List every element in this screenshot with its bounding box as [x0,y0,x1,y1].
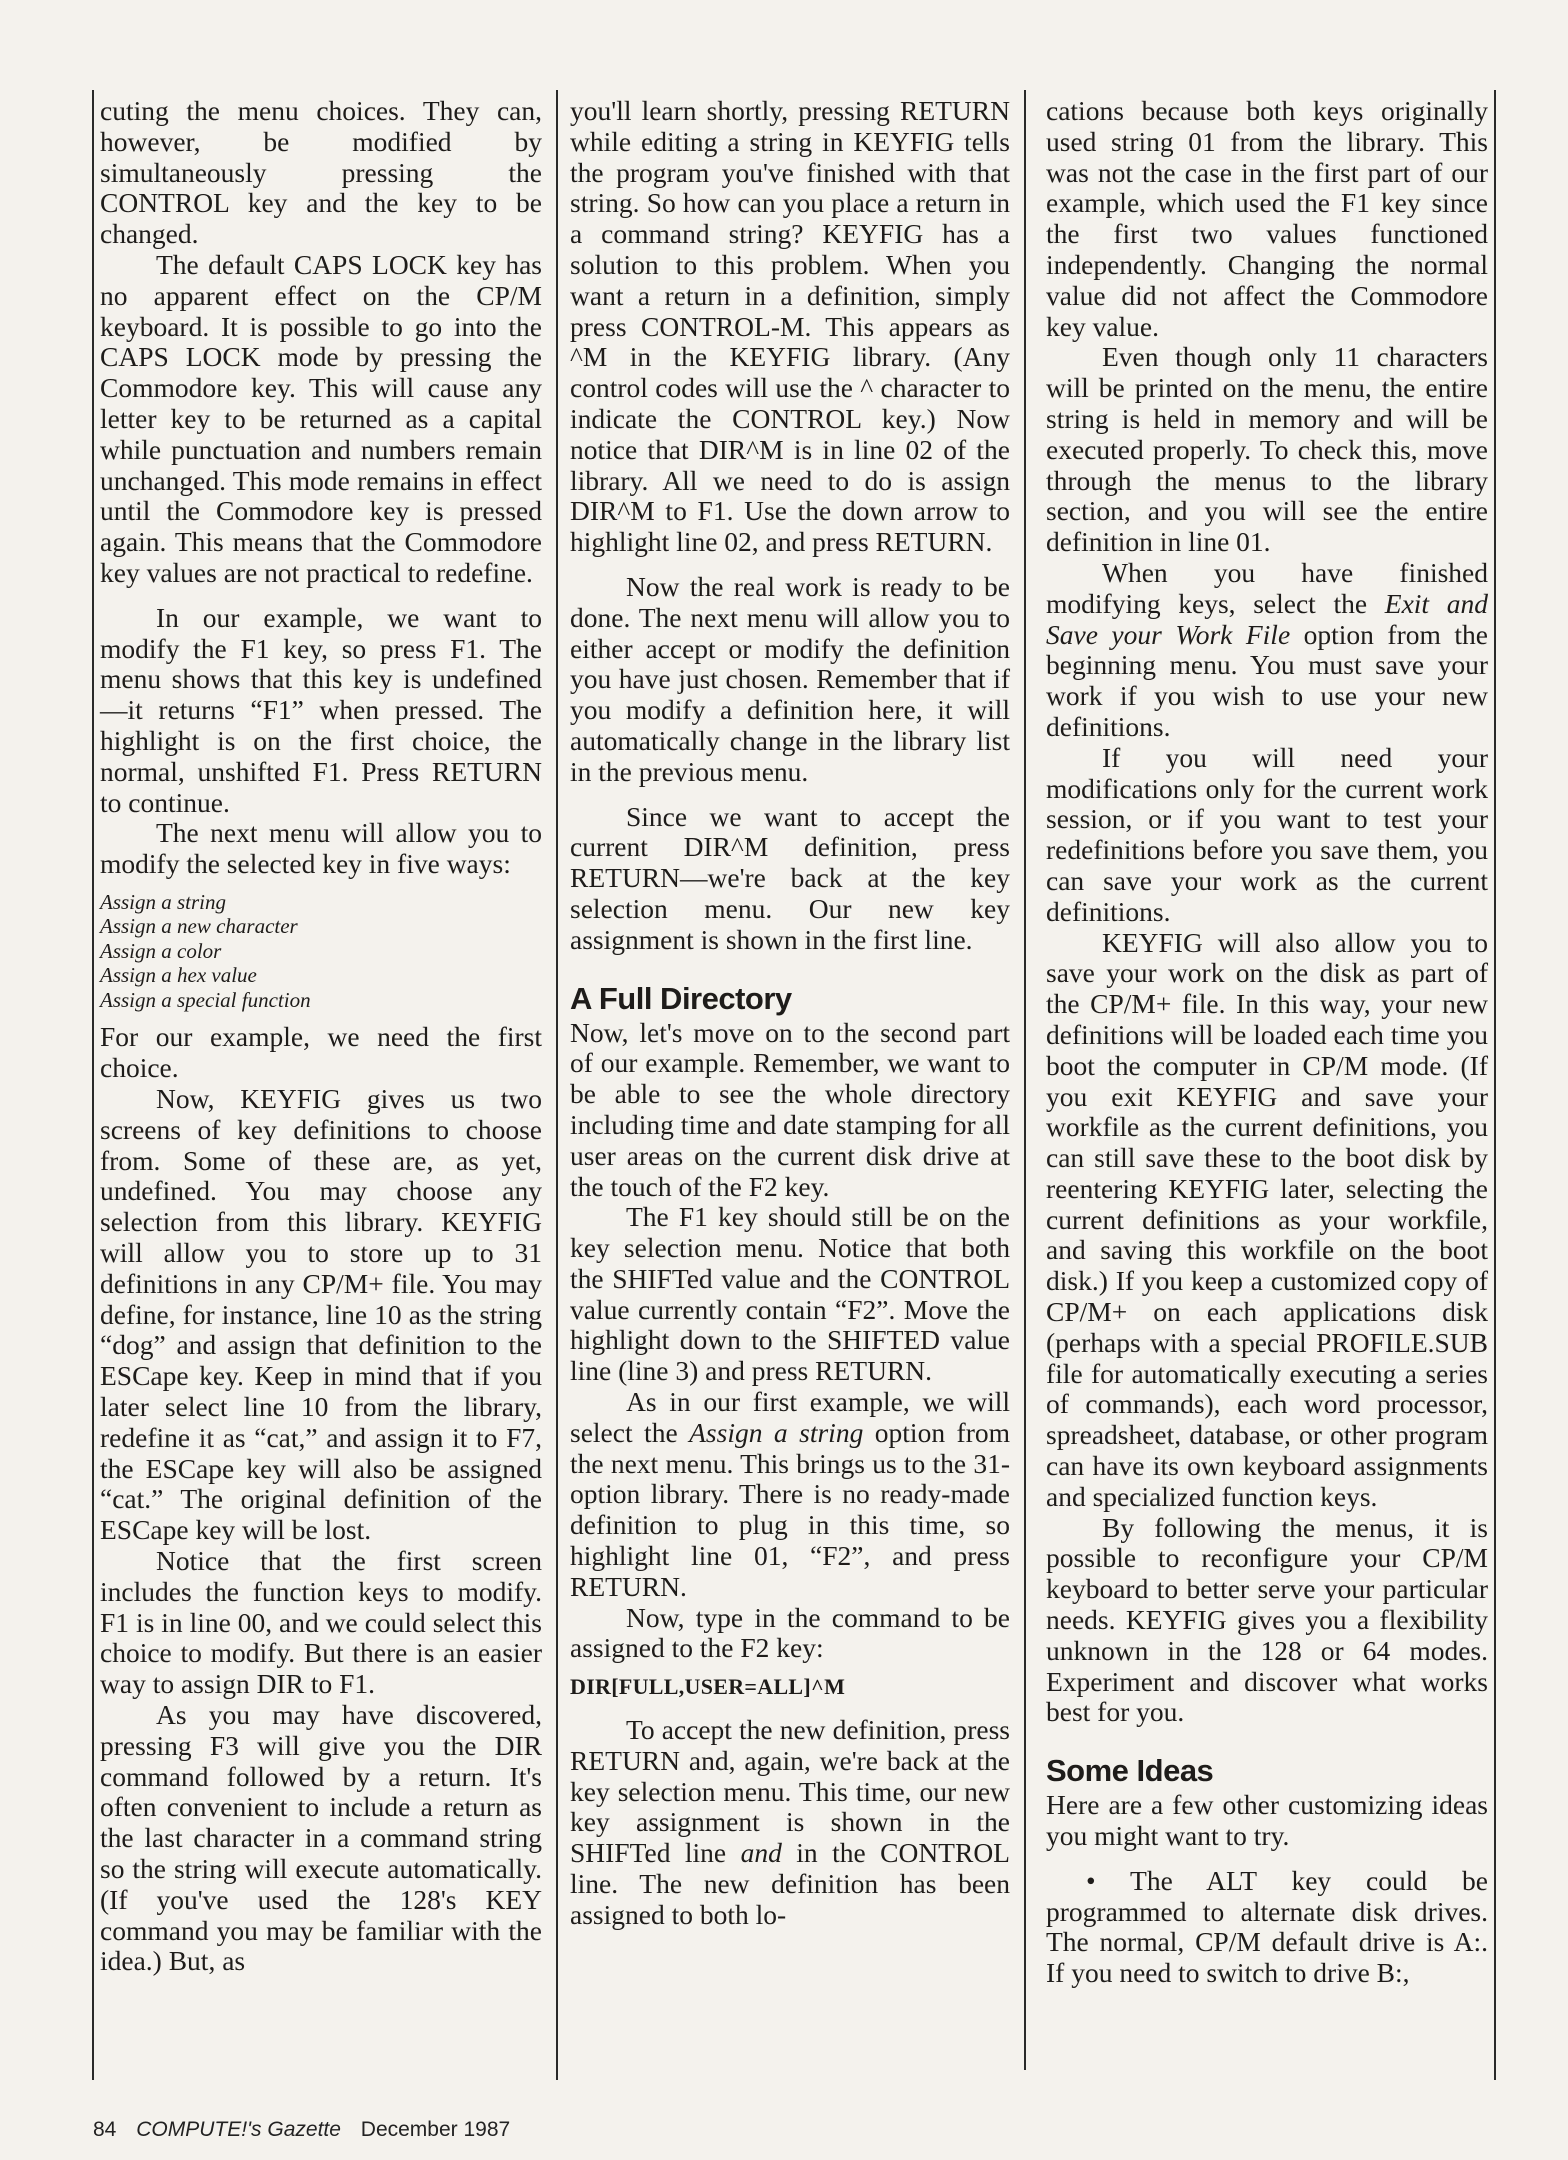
text: To accept the new definition, press RETURN and, again, we're back at the key selection menu. This time, our new key assignment is shown in the SHIFTed line [570,1714,1010,1869]
paragraph: If you will need your modifications only for the current work session, or if you want to test your redefinitions before you save them, you can save your work as the current definitions. [1046,741,1488,927]
menu-options-list [100,890,542,1013]
menu-option: Assign a string [100,889,227,914]
paragraph: Now, let's move on to the second part of our example. Remember, we want to be able to see the whole directory including time and date stamping for all user areas on the current disk drive at the touch of the F2 key. [570,1016,1010,1202]
paragraph: The next menu will allow you to modify the selected key in five ways: [100,817,542,880]
menu-option: Assign a new character [100,914,298,939]
column-3 [1046,96,1488,1989]
column-1 [100,96,542,1977]
section-heading: A Full Directory [570,980,792,1016]
text: option from the next menu. This brings us to the 31-option library. There is no ready-made definition to plug in this time, so highlight line 01, “F2”, and press RETURN. [570,1416,1010,1602]
paragraph: cations because both keys originally used string 01 from the library. This was not the case in the first part of our example, which used the F1 key since the first two values functioned independently. Changing the normal value did not affect the Commodore key value. [1046,95,1488,342]
text: When you have finished modifying keys, select the [1046,556,1488,619]
paragraph: The F1 key should still be on the key selection menu. Notice that both the SHIFTed value and the CONTROL value currently contain “F2”. Move the highlight down to the SHIFTED value line (line 3) and press RETURN. [570,1201,1010,1387]
paragraph [570,1387,1010,1603]
italic-text: Assign a string [689,1416,864,1448]
paragraph: By following the menus, it is possible to reconfigure your CP/M keyboard to better serve your particular needs. KEYFIG gives you a flexibility unknown in the 128 or 64 modes. Experiment and discover what works best for you. [1046,1511,1488,1728]
italic-text: and [740,1837,782,1869]
column-rule-right [1494,90,1496,2080]
command-string: DIR[FULL,USER=ALL]^M [570,1674,846,1700]
paragraph: Now the real work is ready to be done. The next menu will allow you to either accept or modify the definition you have just chosen. Remember that if you modify a definition here, it will automatically change in the library list in the previous menu. [570,570,1010,787]
paragraph: Now, KEYFIG gives us two screens of key definitions to choose from. Some of these are, as yet, undefined. You may choose any selection from this library. KEYFIG will allow you to store up to 31 definitions in any CP/M+ file. You may define, for instance, line 10 as the string “dog” and assign that definition to the ESCape key. Keep in mind that if you later select line 10 from the library, redefine it as “cat,” and assign it to F7, the ESCape key will also be assigned “cat.” The original definition of the ESCape key will be lost. [100,1083,542,1546]
paragraph: The default CAPS LOCK key has no apparent effect on the CP/M keyboard. It is possible to go into the CAPS LOCK mode by pressing the Commodore key. This will cause any letter key to be returned as a capital while punctuation and numbers remain unchanged. This mode remains in effect until the Commodore key is pressed again. This means that the Commodore key values are not practical to redefine. [100,248,542,588]
text: option from the beginning menu. You must save your work if you wish to use your new definitions. [1046,618,1488,742]
paragraph: As you may have discovered, pressing F3 will give you the DIR command followed by a return. It's often convenient to include a return as the last character in a command string so the string will execute automatically. (If you've used the 128's KEY command you may be familiar with the idea.) But, as [100,1698,542,1977]
column-rule-left [92,90,94,2080]
menu-option: Assign a color [100,938,222,963]
text: As in our first example, we will select the [570,1386,1010,1448]
issue-date: December 1987 [360,2118,511,2141]
section-heading: Some Ideas [1046,1753,1214,1789]
text: in the CONTROL line. The new definition has been assigned to both lo- [570,1837,1010,1930]
paragraph: cuting the menu choices. They can, however, be modified by simultaneously pressing the CONTROL key and the key to be changed. [100,95,542,250]
paragraph: • The ALT key could be programmed to alternate disk drives. The normal, CP/M default drive is A:. If you need to switch to drive B:, [1046,1864,1488,1989]
column-rule-2-3 [1024,90,1026,2070]
paragraph: KEYFIG will also allow you to save your work on the disk as part of the CP/M+ file. In this way, your new definitions will be loaded each time you boot the computer in CP/M mode. (If you exit KEYFIG and save your workfile as the current definitions, you can still save these to the boot disk by reentering KEYFIG later, selecting the current definitions as your workfile, and saving this workfile on the boot disk.) If you keep a customized copy of CP/M+ on each applications disk (perhaps with a special PROFILE.SUB file for automatically executing a series of commands), each word processor, spreadsheet, database, or other program can have its own keyboard assignments and specialized function keys. [1046,926,1488,1512]
page-footer [93,2118,524,2142]
publication-name: COMPUTE!'s Gazette [136,2118,341,2141]
paragraph: Here are a few other customizing ideas you might want to try. [1046,1789,1488,1852]
page-number: 84 [93,2118,117,2141]
menu-option: Assign a hex value [100,963,257,988]
column-rule-1-2 [556,90,558,2080]
paragraph: Even though only 11 characters will be printed on the menu, the entire string is held in memory and will be executed properly. To check this, move through the menus to the library section, and you will see the entire definition in line 01. [1046,341,1488,558]
paragraph: For our example, we need the first choice. [100,1021,542,1084]
menu-option: Assign a special function [100,987,311,1012]
paragraph: Now, type in the command to be assigned to the F2 key: [570,1601,1010,1664]
paragraph: Since we want to accept the current DIR^M definition, press RETURN—we're back at the key selection menu. Our new key assignment is shown in the first line. [570,800,1010,955]
paragraph [570,1715,1010,1931]
paragraph: Notice that the first screen includes the function keys to modify. F1 is in line 00, and we could select this choice to modify. But there is an easier way to assign DIR to F1. [100,1544,542,1700]
paragraph: you'll learn shortly, pressing RETURN while editing a string in KEYFIG tells the program you've finished with that string. So how can you place a return in a command string? KEYFIG has a solution to this problem. When you want a return in a definition, simply press CONTROL-M. This appears as ^M in the KEYFIG library. (Any control codes will use the ^ character to indicate the CONTROL key.) Now notice that DIR^M is in line 02 of the library. All we need to do is assign DIR^M to F1. Use the down arrow to highlight line 02, and press RETURN. [570,95,1010,558]
italic-text: Exit and Save your Work File [1046,587,1488,650]
paragraph: In our example, we want to modify the F1 key, so press F1. The menu shows that this key is undefined—it returns “F1” when pressed. The highlight is on the first choice, the normal, unshifted F1. Press RETURN to continue. [100,601,542,818]
paragraph [1046,558,1488,743]
column-2 [570,96,1010,1931]
